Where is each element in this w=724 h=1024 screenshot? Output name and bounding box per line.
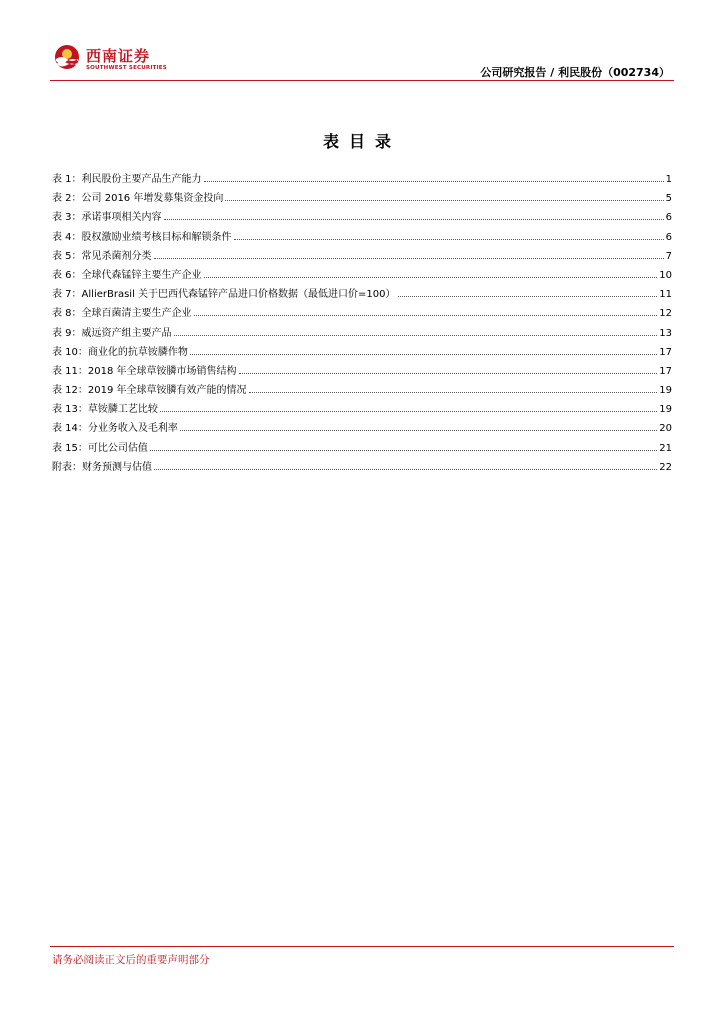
toc-entry-page[interactable]: 19 — [659, 404, 672, 416]
table-of-tables — [52, 169, 672, 476]
toc-dot-leader — [204, 265, 658, 278]
disclaimer-note: 请务必阅读正文后的重要声明部分 — [52, 954, 210, 966]
sun-wave-logo-icon — [54, 44, 80, 70]
toc-dot-leader — [194, 303, 658, 316]
toc-entry-page[interactable]: 6 — [665, 231, 672, 243]
toc-entry-page[interactable]: 20 — [659, 423, 672, 435]
toc-entry-page[interactable]: 6 — [665, 212, 672, 224]
toc-dot-leader — [180, 418, 657, 431]
toc-entry[interactable] — [52, 188, 672, 207]
toc-entry-label[interactable]: 表 1：利民股份主要产品生产能力 — [52, 174, 202, 185]
toc-dot-leader — [398, 284, 658, 297]
toc-entry-label[interactable]: 表 11：2018 年全球草铵膦市场销售结构 — [52, 365, 237, 377]
toc-entry[interactable] — [52, 323, 672, 342]
toc-entry-label[interactable]: 表 14：分业务收入及毛利率 — [52, 423, 178, 435]
toc-entry-page[interactable]: 11 — [659, 289, 672, 301]
toc-entry-page[interactable]: 10 — [659, 269, 672, 281]
toc-dot-leader — [249, 380, 658, 393]
toc-entry[interactable] — [52, 418, 672, 437]
toc-entry-label[interactable]: 表 9：威远资产组主要产品 — [52, 327, 172, 339]
toc-entry-page[interactable]: 1 — [665, 174, 672, 185]
toc-entry-label[interactable]: 表 2：公司 2016 年增发募集资金投向 — [52, 193, 224, 205]
toc-entry-page[interactable]: 21 — [659, 442, 672, 454]
header-divider — [50, 80, 674, 81]
toc-dot-leader — [174, 323, 658, 336]
toc-entry[interactable] — [52, 457, 672, 476]
toc-dot-leader — [164, 207, 664, 220]
toc-dot-leader — [150, 438, 657, 451]
toc-dot-leader — [154, 246, 664, 259]
toc-entry[interactable] — [52, 361, 672, 380]
toc-entry[interactable] — [52, 265, 672, 284]
toc-entry-label[interactable]: 附表：财务预测与估值 — [52, 461, 152, 473]
logo-chinese-name: 西南证券 — [86, 47, 151, 65]
toc-dot-leader — [234, 227, 664, 240]
toc-entry[interactable] — [52, 246, 672, 265]
toc-dot-leader — [239, 361, 658, 374]
company-logo — [54, 42, 184, 76]
toc-entry-page[interactable]: 5 — [665, 193, 672, 205]
toc-entry-label[interactable]: 表 3：承诺事项相关内容 — [52, 212, 162, 224]
footer-divider — [50, 946, 674, 947]
page-header — [50, 40, 674, 80]
toc-entry-page[interactable]: 13 — [659, 327, 672, 339]
toc-entry[interactable] — [52, 169, 672, 188]
toc-entry-label[interactable]: 表 5：常见杀菌剂分类 — [52, 250, 152, 262]
toc-entry[interactable] — [52, 342, 672, 361]
toc-dot-leader — [204, 169, 664, 182]
toc-entry-label[interactable]: 表 10：商业化的抗草铵膦作物 — [52, 346, 188, 358]
toc-entry[interactable] — [52, 227, 672, 246]
toc-dot-leader — [190, 342, 657, 355]
toc-entry-label[interactable]: 表 7：AllierBrasil 关于巴西代森锰锌产品进口价格数据（最低进口价=100） — [52, 289, 396, 301]
toc-dot-leader — [225, 188, 663, 201]
toc-entry-label[interactable]: 表 13：草铵膦工艺比较 — [52, 404, 158, 416]
toc-entry-label[interactable]: 表 12：2019 年全球草铵膦有效产能的情况 — [52, 385, 247, 397]
toc-entry-page[interactable]: 7 — [665, 250, 672, 262]
toc-dot-leader — [160, 399, 657, 412]
toc-entry-label[interactable]: 表 6：全球代森锰锌主要生产企业 — [52, 269, 202, 281]
toc-entry-label[interactable]: 表 8：全球百菌清主要生产企业 — [52, 308, 192, 320]
toc-entry[interactable] — [52, 438, 672, 457]
toc-entry-page[interactable]: 17 — [659, 346, 672, 358]
toc-entry-label[interactable]: 表 4：股权激励业绩考核目标和解锁条件 — [52, 231, 232, 243]
toc-entry[interactable] — [52, 380, 672, 399]
toc-entry-label[interactable]: 表 15：可比公司估值 — [52, 442, 148, 454]
report-type-and-stock: 公司研究报告 / 利民股份（002734） — [480, 66, 670, 79]
toc-entry[interactable] — [52, 284, 672, 303]
logo-english-name: SOUTHWEST SECURITIES — [86, 65, 167, 71]
toc-entry-page[interactable]: 17 — [659, 365, 672, 377]
toc-entry-page[interactable]: 19 — [659, 385, 672, 397]
toc-entry-page[interactable]: 12 — [659, 308, 672, 320]
toc-entry[interactable] — [52, 303, 672, 322]
toc-entry[interactable] — [52, 399, 672, 418]
toc-dot-leader — [154, 457, 657, 470]
toc-entry[interactable] — [52, 207, 672, 226]
toc-entry-page[interactable]: 22 — [659, 461, 672, 473]
page-title: 表目录 — [322, 132, 401, 151]
